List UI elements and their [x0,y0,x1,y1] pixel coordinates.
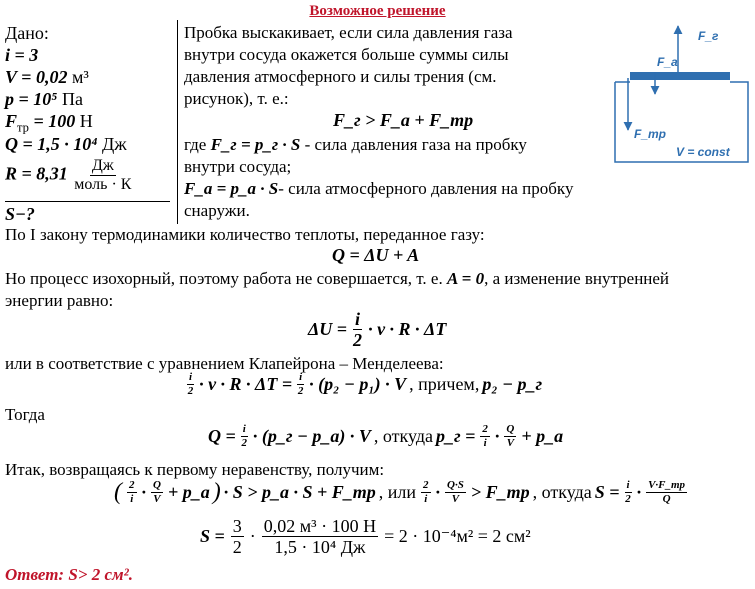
where-line-1 [184,134,527,156]
page-title: Возможное решение [309,3,446,19]
eq-fin-2: 2 [232,537,242,557]
given-v [5,66,89,88]
given-p-unit: Па [57,89,84,109]
given-v-unit: м³ [67,67,89,87]
eq-in-4: , откуда [532,482,592,502]
eq-fin-s: S = [200,526,225,546]
label-fg: F_г [698,29,719,43]
given-f-val: = 100 [28,111,76,131]
return-text: Итак, возвращаясь к первому неравенству, получим: [5,460,385,479]
eq-du-left: ΔU = [308,319,348,339]
eq-in-v: V [153,493,161,505]
eq-fin-3: 3 [232,516,242,536]
eq-in-qs: Q·S [447,479,464,491]
isochoric-line-1 [5,268,669,290]
eq-q-q: Q [506,423,515,435]
cork-plug [630,72,730,80]
eq-cl-22: 2 [297,385,304,397]
eq-cl-21: 2 [187,385,194,397]
intro-line-2: внутри сосуда окажется больше суммы силы [184,45,509,64]
eq-du-den: 2 [353,330,363,350]
eq-in-2: , или [378,482,417,502]
eq-q-mid: · (p_г − p_а) · V [252,426,371,446]
given-i: i = 3 [5,45,39,65]
eq-q-left: Q = [208,426,236,446]
iso-c: , а изменение внутренней [484,269,670,288]
given-q [5,133,127,155]
eq-cl-note: , причем, [409,374,480,394]
eq-q-i: i [242,423,246,435]
where-prefix: где [184,135,211,154]
given-q-sym: Q = 1,5 · 10⁴ [5,134,98,154]
label-ftr: F_тр [634,127,667,141]
given-r [5,158,133,193]
eq-internal-energy [308,310,446,349]
given-r-sym: R = 8,31 [5,163,68,184]
eq-in-two: 2 [129,479,135,491]
clapeyron-text: или в соответствие с уравнением Клапейрона – Менделеева: [5,354,444,373]
eq-in-1: · S > p_а · S + F_тр [223,482,376,502]
given-divider [5,201,170,202]
where-fg: F_г = p_г · S [210,135,301,154]
eq-in-i3: i [626,479,630,491]
eq-q-2: 2 [241,437,248,449]
given-find: S−? [5,204,35,224]
given-q-unit: Дж [97,134,127,154]
where-fa-desc: - сила атмосферного давления на пробку [278,179,574,198]
eq-in-i: i [130,493,134,505]
given-v-sym: V = 0,02 [5,67,68,87]
eq-clapeyron [185,372,542,397]
eq-fin-num: 0,02 м³ · 100 Н [263,516,377,536]
eq-fin-res: = 2 · 10⁻⁴м² = 2 см² [384,526,531,546]
eq-final: S = $\frac{3}{2}$ · $\frac{\text{0,02 м³ · 100 Н}}{\text{1,5 · 10⁴ Дж}}$ = 2 · 10⁻⁴м² = 2 см² [200,516,531,557]
given-r-num: Дж [91,157,114,174]
eq-in-s: S = [594,482,620,502]
inequality-forces: F_г > F_а + F_тр [333,110,474,130]
isochoric-line-2: энергии равно: [5,291,114,310]
answer-text: Ответ: S> 2 см². [5,565,134,584]
eq-q-end: + p_а [521,426,564,446]
eq-cl-last: p₂ − p_г [482,374,543,394]
label-fa: F_а [657,55,678,69]
eq-in-v2: V [451,493,460,505]
eq-in-3: > F_тр [470,482,530,502]
where-line-3 [184,178,573,200]
eq-q-ii: i [483,437,487,449]
intro-line-3: давления атмосферного и силы трения (см. [184,67,497,86]
then-text: Тогда [5,405,45,424]
eq-du-num: i [355,309,361,329]
given-f-unit: Н [75,111,93,131]
eq-heat: Q = $\frac{i}{2}$ · (p_г − p_а) · V , откуда p_г = $\frac{2}{i}$ · $\frac{Q}{V}$ + p_а [208,423,564,449]
iso-b: A = 0 [446,269,485,288]
eq-inequality: ( $\frac{2}{i}$ · $\frac{Q}{V}$ + p_а ) · S > p_а · S + F_тр , или $\frac{2}{i}$ · $\frac{Q\cdot S}{V}$ > F_тр , откуда S = $\frac{i}{2}$ · $\frac{V\cdot F\_тр}{Q}$ [114,479,686,505]
eq-q-v: V [506,437,515,449]
eq-in-i2: i [424,493,428,505]
where-line-4: снаружи. [184,201,250,220]
eq-in-mid: + p_а [167,482,210,502]
label-vconst: V = const [676,145,730,159]
eq-in-23: 2 [625,493,631,505]
intro-line-4: рисунок), т. е.: [184,89,289,108]
given-f-sub: тр [17,120,29,135]
given-p [5,88,83,110]
eq-cl-a: · ν · R · ΔT = [199,374,293,394]
where-fg-desc: - сила давления газа на пробку [300,135,527,154]
where-line-2: внутри сосуда; [184,157,292,176]
eq-in-q3: Q [662,493,671,505]
column-divider [177,20,178,224]
eq-du-right: · ν · R · ΔT [368,319,447,339]
eq-fin-den: 1,5 · 10⁴ Дж [274,537,366,557]
given-f-sym: F [5,111,18,131]
eq-cl-i1: i [189,371,193,383]
law-text: По I закону термодинамики количество теплоты, переданное газу: [5,225,485,244]
where-fa: F_а = p_а · S [184,179,279,198]
cork-diagram [600,20,750,180]
given-r-den: моль · К [74,176,132,193]
iso-a: Но процесс изохорный, поэтому работа не совершается, т. е. [5,269,447,288]
given-p-sym: p = 10⁵ [5,89,58,109]
intro-line-1: Пробка выскакивает, если сила давления газа [184,23,513,42]
eq-cl-b: · (p₂ − p₁) · V [309,374,407,394]
eq-q-pg: p_г = [436,426,476,446]
eq-cl-i2: i [299,371,303,383]
eq-q-note: , откуда [373,426,434,446]
given-label: Дано: [5,23,49,43]
eq-q-two: 2 [482,423,488,435]
eq-in-two2: 2 [423,479,429,491]
eq-in-q: Q [153,479,161,491]
eq-in-vf: V·F_тр [648,479,686,491]
eq-first-law: Q = ΔU + A [332,245,420,265]
